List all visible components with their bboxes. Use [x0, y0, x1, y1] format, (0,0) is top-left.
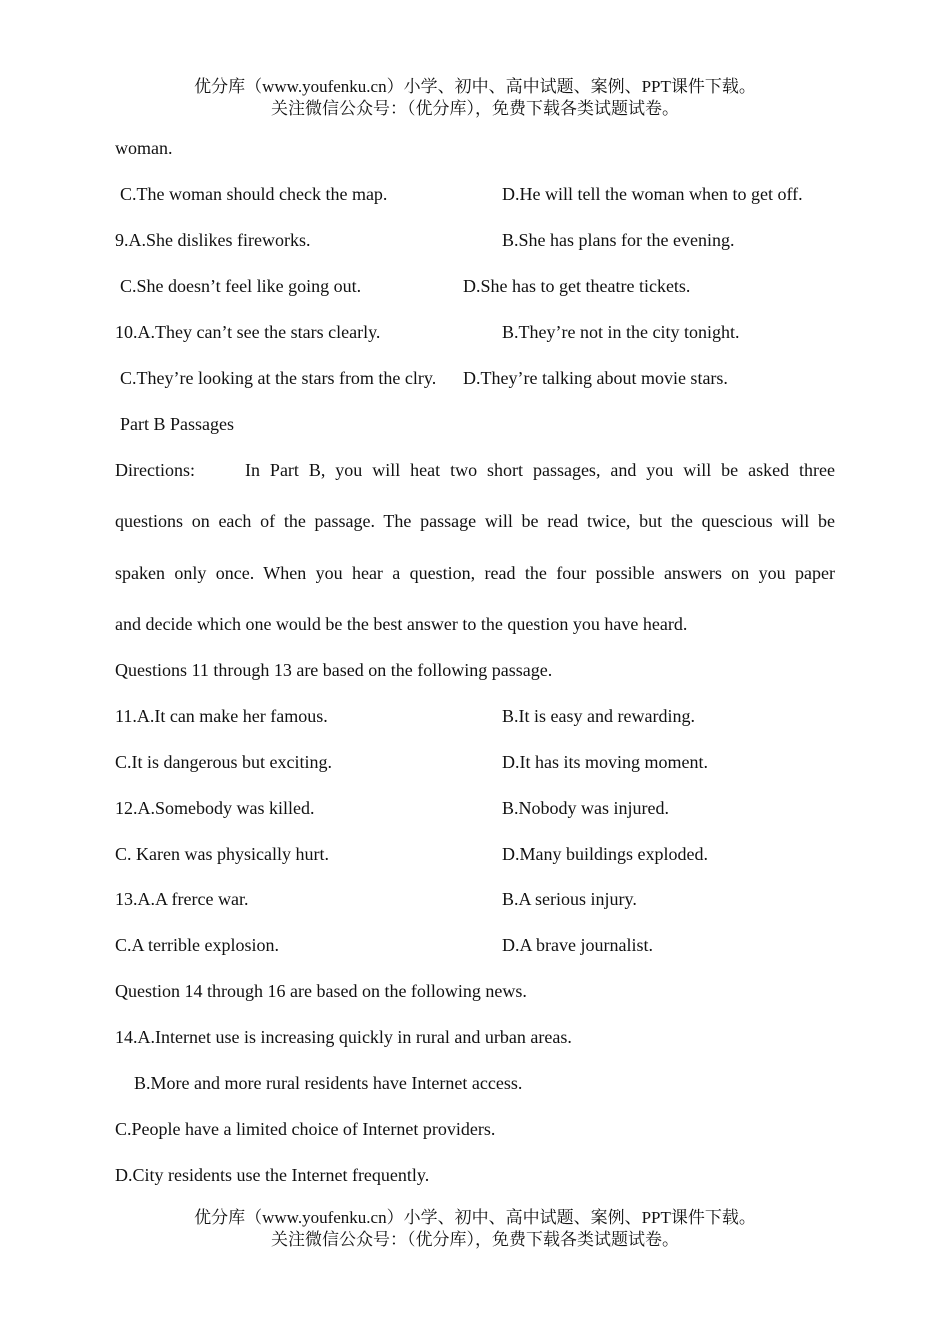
q14-option-a: 14.A.Internet use is increasing quickly in rural and urban areas.: [115, 1027, 572, 1047]
footer-line-2: 关注微信公众号：（优分库），免费下载各类试题试卷。: [271, 1230, 679, 1249]
q9-option-c: C.She doesn’t feel like going out.: [120, 276, 362, 296]
directions-label: Directions:: [115, 460, 195, 480]
q14-option-d: D.City residents use the Internet frequently.: [115, 1165, 430, 1185]
q8-option-c: C.The woman should check the map.: [120, 184, 388, 204]
q14-option-b: B.More and more rural residents have Internet access.: [134, 1073, 523, 1093]
directions-text-1: In Part B, you will heat two short passages, and you will be asked three: [245, 460, 835, 480]
passage-1-intro: Questions 11 through 13 are based on the following passage.: [115, 660, 553, 680]
directions-line-2: questions on each of the passage. The passage will be read twice, but the quescious will be: [115, 511, 835, 531]
part-b-directions: [115, 459, 835, 639]
q14-option-c: C.People have a limited choice of Internet providers.: [115, 1119, 496, 1139]
q11-option-c: C.It is dangerous but exciting.: [115, 752, 332, 772]
q12-option-c: C. Karen was physically hurt.: [115, 844, 329, 864]
directions-line-1: [115, 459, 835, 481]
q13-option-d: D.A brave journalist.: [502, 935, 653, 955]
q9-option-b: B.She has plans for the evening.: [502, 230, 735, 250]
q10-option-a: 10.A.They can’t see the stars clearly.: [115, 322, 381, 342]
page-header: [0, 76, 950, 120]
q9-option-d: D.She has to get theatre tickets.: [463, 276, 691, 296]
q12-option-b: B.Nobody was injured.: [502, 798, 669, 818]
part-b-title: Part B Passages: [120, 414, 234, 434]
q8-continuation: woman.: [115, 138, 173, 158]
q13-option-a: 13.A.A frerce war.: [115, 889, 249, 909]
q10-option-d: D.They’re talking about movie stars.: [463, 368, 728, 388]
page-footer: [0, 1207, 950, 1251]
directions-line-4: and decide which one would be the best answer to the question you have heard.: [115, 614, 688, 634]
q11-option-a: 11.A.It can make her famous.: [115, 706, 328, 726]
q10-option-c: C.They’re looking at the stars from the clry.: [120, 368, 437, 388]
q11-option-d: D.It has its moving moment.: [502, 752, 708, 772]
directions-line-3: spaken only once. When you hear a question, read the four possible answers on you paper: [115, 563, 835, 583]
q13-option-c: C.A terrible explosion.: [115, 935, 279, 955]
q9-option-a: 9.A.She dislikes fireworks.: [115, 230, 311, 250]
q10-option-b: B.They’re not in the city tonight.: [502, 322, 740, 342]
q12-option-d: D.Many buildings exploded.: [502, 844, 708, 864]
q12-option-a: 12.A.Somebody was killed.: [115, 798, 315, 818]
q13-option-b: B.A serious injury.: [502, 889, 637, 909]
header-line-1: 优分库（www.youfenku.cn）小学、初中、高中试题、案例、PPT课件下载。: [194, 77, 756, 96]
header-line-2: 关注微信公众号：（优分库），免费下载各类试题试卷。: [271, 99, 679, 118]
passage-2-intro: Question 14 through 16 are based on the following news.: [115, 981, 527, 1001]
q8-option-d: D.He will tell the woman when to get off.: [502, 184, 803, 204]
footer-line-1: 优分库（www.youfenku.cn）小学、初中、高中试题、案例、PPT课件下载。: [194, 1208, 756, 1227]
q11-option-b: B.It is easy and rewarding.: [502, 706, 695, 726]
